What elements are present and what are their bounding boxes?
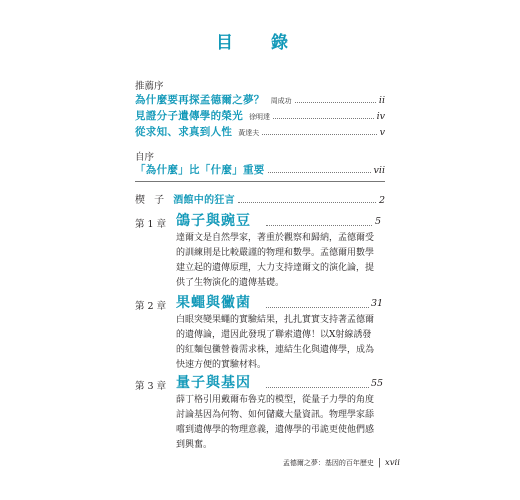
desc-line: 達爾文是自然學家，著重於觀察和歸納，孟德爾受: [176, 233, 375, 243]
entry-author: 黃達夫: [238, 129, 260, 137]
preface-heading: 自序: [135, 152, 155, 163]
entry-title: 從求知、求真到人性: [135, 126, 233, 138]
page-number: xvii: [384, 458, 400, 468]
desc-line: 的遺傳論，還因此發現了聯索遺傳！以X射線誘發: [176, 330, 372, 340]
chapter-3-title[interactable]: 量子與基因: [176, 375, 251, 391]
dot-leader: [266, 307, 369, 308]
dot-leader: [266, 225, 372, 226]
toc-entry-preface[interactable]: [135, 162, 385, 176]
entry-page: 2: [378, 195, 385, 206]
chapter-2-description: [176, 313, 386, 373]
entry-page: v: [379, 127, 385, 138]
desc-line: 薛丁格引用戴爾布魯克的模型，從量子力學的角度: [176, 395, 375, 405]
chapter-2-title[interactable]: 果蠅與黴菌: [176, 295, 251, 311]
chapter-3-description: [176, 393, 386, 453]
entry-title: 為什麼要再探孟德爾之夢？: [135, 94, 265, 106]
desc-line: 建立起的遺傳原理，大力支持達爾文的演化論，提: [176, 263, 375, 273]
running-title: 孟德爾之夢：基因的百年歷史: [282, 459, 374, 467]
entry-page: iv: [376, 111, 385, 122]
entry-page: vii: [373, 165, 385, 176]
desc-line: 討論基因為何物、如何儲藏大量資訊。物理學家舔: [176, 410, 375, 420]
entry-page: ii: [378, 95, 385, 106]
chapter-1-page: 5: [375, 216, 382, 227]
desc-line: 到興奮。: [176, 440, 213, 450]
entry-title: 酒館中的狂言: [173, 195, 235, 206]
chapter-1-description: [176, 231, 386, 291]
desc-line: 快速方便的實驗材料。: [176, 360, 267, 370]
toc-entry-recommendation-3[interactable]: [135, 124, 385, 138]
entry-title: 「為什麼」比「什麼」重要: [135, 164, 265, 176]
prologue-label: 楔 子: [135, 195, 168, 206]
chapter-1-title[interactable]: 鴿子與豌豆: [176, 213, 251, 229]
dot-leader: [262, 134, 376, 135]
dot-leader: [238, 202, 376, 203]
desc-line: 的紅麵包黴營養需求株，連結生化與遺傳學，成為: [176, 345, 375, 355]
chapter-3-label: 第 3 章: [135, 381, 167, 392]
chapter-3-page: 55: [371, 378, 384, 389]
footer-separator: |: [377, 458, 381, 468]
entry-author: 周成功: [270, 97, 292, 105]
entry-title: 見證分子遺傳學的榮光: [135, 110, 243, 122]
entry-author: 徐明達: [249, 113, 270, 121]
desc-line: 的訓練則是比較嚴謹的物理和數學。孟德爾用數學: [176, 248, 375, 258]
dot-leader: [273, 118, 374, 119]
chapter-2-page: 31: [371, 298, 384, 309]
chapter-1-label: 第 1 章: [135, 219, 167, 230]
toc-entry-recommendation-2[interactable]: [135, 108, 385, 122]
section-divider: [135, 181, 385, 182]
desc-line: 白眼突變果蠅的實驗結果，扎扎實實支持著孟德爾: [176, 315, 375, 325]
desc-line: 供了生物演化的遺傳基礎。: [176, 278, 285, 288]
toc-entry-prologue[interactable]: [135, 191, 385, 205]
toc-entry-recommendation-1[interactable]: [135, 92, 385, 106]
dot-leader: [266, 387, 369, 388]
dot-leader: [295, 102, 376, 103]
chapter-2-label: 第 2 章: [135, 301, 167, 312]
desc-line: 嚐到遺傳學的物理意義，遺傳學的弔詭更使他們感: [176, 425, 375, 435]
page-title: 目 錄: [216, 33, 304, 53]
page-footer: [240, 456, 400, 470]
recommendation-heading: 推薦序: [135, 81, 164, 92]
dot-leader: [268, 172, 371, 173]
